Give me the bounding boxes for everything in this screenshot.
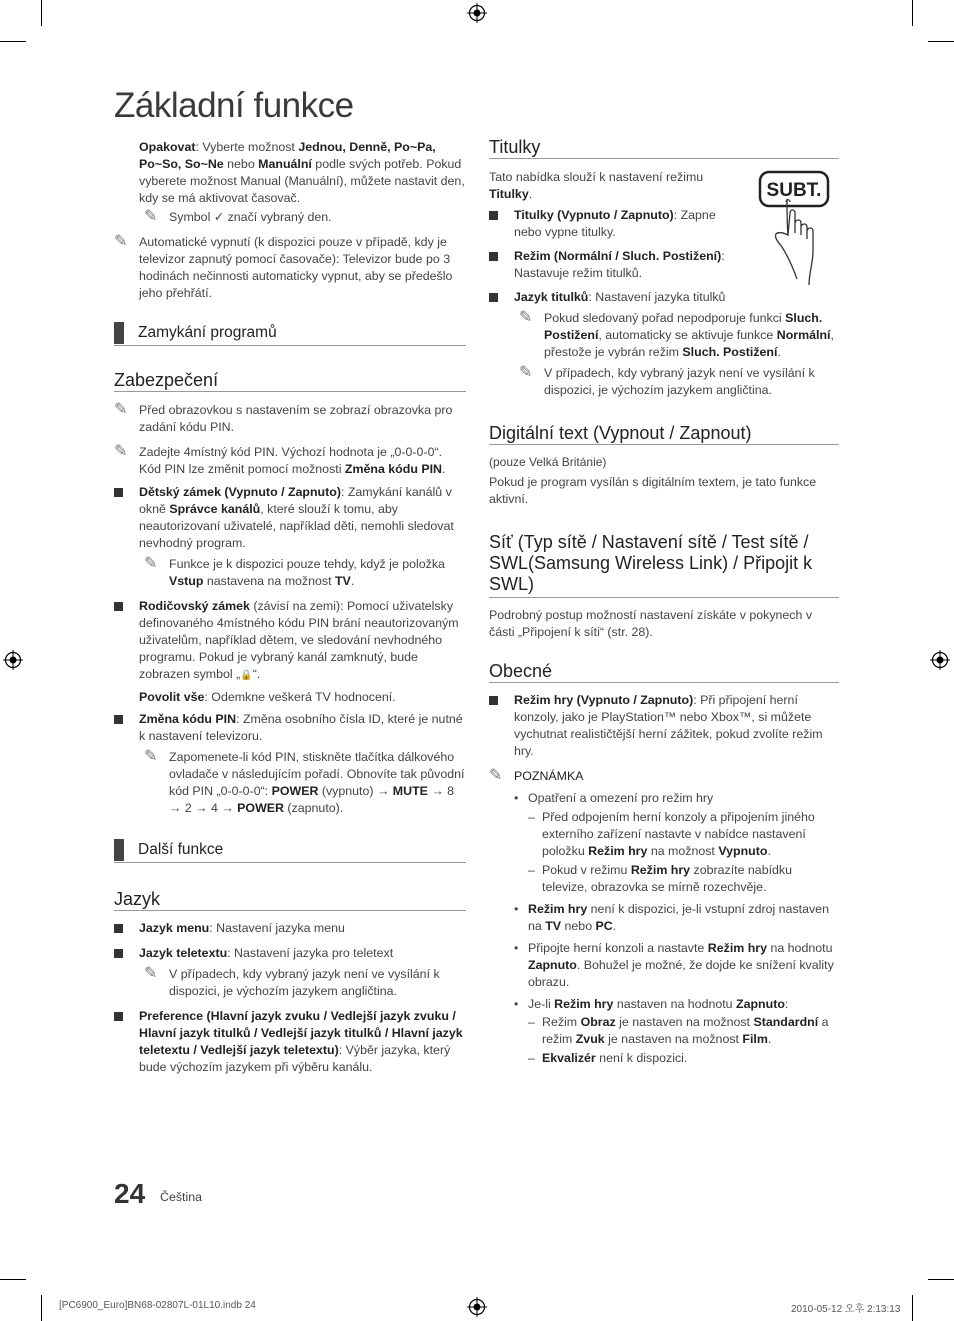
item-subtitles-language: Jazyk titulků: Nastavení jazyka titulků [489, 289, 839, 306]
heading-language: Jazyk [114, 891, 466, 911]
bullet-square-icon [114, 949, 123, 958]
item-parental-lock: Rodičovský zámek (závisí na zemi): Pomocí uživatelsky definovaného 4místného kódu PIN brání neautorizovaným uživatelům, například dětem, ve sledování nevhodného programu. Pokud je vybraný kanál zamknutý, bude zobrazen symbol „🔒“. [114, 598, 466, 684]
bullet-connect-console: • Připojte herní konzoli a nastavte Režim hry na hodnotu Zapnuto. Bohužel je možné, že dojde ke snížení kvality obrazu. [514, 941, 834, 989]
crop-mark [912, 0, 913, 26]
uk-only-note: (pouze Velká Británie) [489, 455, 607, 469]
footer-language: Čeština [160, 1190, 203, 1204]
note-pen-icon: ✎ [144, 208, 158, 225]
digital-text-description: Pokud je program vysílán s digitálním textem, je tato funkce aktivní. [489, 475, 817, 506]
note-hearing-impaired: ✎ Pokud sledovaný pořad nepodporuje funkci Sluch. Postižení, automaticky se aktivuje funkce Normální, přestože je vybrán režim Sluch. Postižení. [519, 309, 834, 359]
bullet-square-icon [114, 1012, 123, 1021]
item-change-pin: Změna kódu PIN: Změna osobního čísla ID, které je nutné k nastavení televizoru. [114, 711, 466, 745]
note-input: ✎ Funkce je k dispozici pouze tehdy, když je položka Vstup nastavena na možnost TV. [144, 555, 445, 588]
subtitles-block [489, 169, 839, 399]
lock-icon: 🔒 [240, 670, 253, 681]
allow-all: Povolit vše: Odemkne veškerá TV hodnocení. [139, 690, 396, 704]
registration-mark-icon [467, 3, 487, 23]
note-pen-icon: ✎ [114, 401, 128, 418]
heading-subtitles: Titulky [489, 139, 839, 159]
bullet-game-mode-unavailable: • Režim hry není k dispozici, je-li vstupní zdroj nastaven na TV nebo PC. [514, 902, 829, 933]
crop-mark [928, 1279, 954, 1280]
bullet-square-icon [489, 252, 498, 261]
note-pen-icon: ✎ [114, 443, 128, 460]
note-pin-screen: ✎ Před obrazovkou s nastavením se zobrazí obrazovka pro zadání kódu PIN. [114, 401, 453, 434]
page-number: 24 [114, 1178, 146, 1209]
note-pin-enter: ✎ Zadejte 4místný kód PIN. Výchozí hodnota je „0-0-0-0“. Kód PIN lze změnit pomocí možnosti Změna kódu PIN. [114, 443, 446, 476]
section-bar-more-functions: Další funkce [114, 839, 466, 863]
item-child-lock: Dětský zámek (Vypnuto / Zapnuto): Zamykání kanálů v okně Správce kanálů, které slouží k tomu, aby neautorizovaní uživatelé, například děti, nemohli sledovat nevhodný program. [114, 484, 466, 552]
registration-mark-icon [467, 1297, 487, 1317]
item-menu-language: Jazyk menu: Nastavení jazyka menu [114, 920, 466, 937]
note-auto-off: ✎ Automatické vypnutí (k dispozici pouze v případě, kdy je televizor zapnutý pomocí časovače): Televizor bude po 3 hodinách nečinnosti automaticky vypnut, aby se předešlo jeho přehřátí. [114, 233, 453, 300]
dash-equalizer: – Ekvalizér není k dispozici. [528, 1051, 688, 1065]
bullet-square-icon [489, 696, 498, 705]
crop-mark [928, 41, 954, 42]
note-label-block: ✎ POZNÁMKA [489, 767, 584, 784]
note-pen-icon: ✎ [144, 555, 158, 572]
item-subtitles-mode: Režim (Normální / Sluch. Postižení): Nastavuje režim titulků. [489, 248, 754, 282]
repeat-paragraph: Opakovat: Vyberte možnost Jednou, Denně, Po~Pa, Po~So, So~Ne nebo Manuální podle svých potřeb. Pokud vyberete možnost Manual (Manuální), můžete nastavit den, kdy se má aktivovat časovač. [139, 140, 465, 205]
note-english-default-subtitles: ✎ V případech, kdy vybraný jazyk není ve vysílání k dispozici, je výchozím jazykem angličtina. [519, 364, 815, 397]
note-pen-icon: ✎ [144, 965, 158, 982]
right-column [489, 139, 839, 1067]
bullet-square-icon [114, 488, 123, 497]
note-symbol: ✎ Symbol ✓ značí vybraný den. [144, 208, 332, 225]
heading-digital-text: Digitální text (Vypnout / Zapnout) [489, 425, 839, 445]
note-english-default: ✎ V případech, kdy vybraný jazyk není ve vysílání k dispozici, je výchozím jazykem angličtina. [144, 965, 440, 998]
bullet-square-icon [114, 602, 123, 611]
bullet-square-icon [489, 211, 498, 220]
crop-mark [0, 1279, 26, 1280]
subt-button-label: SUBT. [766, 180, 822, 201]
heading-network: Síť (Typ sítě / Nastavení sítě / Test sítě / SWL(Samsung Wireless Link) / Připojit k SWL) [489, 532, 839, 598]
dash-disconnect-console: – Před odpojením herní konzoly a připojením jiného externího zařízení nastavte v nabídce nastavení položku Režim hry na možnost Vypnuto. [528, 810, 815, 858]
subt-button-hand-icon [757, 169, 833, 291]
note-forgot-pin: ✎ Zapomenete-li kód PIN, stiskněte tlačítka dálkového ovladače v následujícím pořadí. Obnovíte tak původní kód PIN „0-0-0-0“: POWER (vypnuto) → MUTE → 8 → 2 → 4 → POWER (zapnuto). [144, 748, 465, 815]
print-slug-date: 2010-05-12 오후 2:13:13 [791, 1304, 901, 1315]
note-pen-icon: ✎ [144, 748, 158, 765]
item-subtitles-onoff: Titulky (Vypnuto / Zapnuto): Zapne nebo vypne titulky. [489, 207, 734, 241]
print-slug-file: [PC6900_Euro]BN68-02807L-01L10.indb 24 [59, 1300, 256, 1311]
registration-mark-icon [930, 650, 950, 670]
game-mode-notes [489, 790, 839, 1067]
page-title: Základní funkce [114, 86, 354, 125]
bullet-game-mode-restrictions: • Opatření a omezení pro režim hry [514, 791, 714, 805]
registration-mark-icon [3, 650, 23, 670]
network-description: Podrobný postup možností nastavení získáte v pokynech v části „Připojení k síti“ (str. 28). [489, 608, 813, 639]
dash-picture-sound-mode: – Režim Obraz je nastaven na možnost Standardní a režim Zvuk je nastaven na možnost Film. [528, 1015, 829, 1046]
heading-security: Zabezpečení [114, 372, 466, 392]
crop-mark [912, 1295, 913, 1321]
section-bar-program-lock: Zamykání programů [114, 322, 466, 346]
subtitles-intro: Tato nabídka slouží k nastavení režimu Titulky. [489, 170, 704, 201]
checkmark-icon: ✓ [213, 210, 225, 224]
heading-general: Obecné [489, 663, 839, 683]
crop-mark [41, 0, 42, 26]
crop-mark [0, 41, 26, 42]
item-game-mode: Režim hry (Vypnuto / Zapnuto): Při připojení herní konzoly, jako je PlayStation™ nebo Xbox™, si můžete vychutnat realističtější herní zážitek, pokud zvolíte režim hry. [489, 692, 839, 760]
note-pen-icon: ✎ [519, 364, 533, 381]
crop-mark [41, 1295, 42, 1321]
bullet-game-mode-on: • Je-li Režim hry nastaven na hodnotu Zapnuto: [514, 997, 789, 1011]
note-pen-icon: ✎ [114, 233, 128, 250]
bullet-square-icon [114, 715, 123, 724]
note-pen-icon: ✎ [519, 309, 533, 326]
note-pen-icon: ✎ [489, 767, 503, 784]
left-column [114, 139, 466, 1076]
item-teletext-language: Jazyk teletextu: Nastavení jazyka pro teletext [114, 945, 466, 962]
bullet-square-icon [114, 924, 123, 933]
item-preference: Preference (Hlavní jazyk zvuku / Vedlejší jazyk zvuku / Hlavní jazyk titulků / Vedlejší jazyk titulků / Hlavní jazyk teletextu / Vedlejší jazyk teletextu): Výběr jazyka, který bude výchozím jazykem při výběru kanálu. [114, 1008, 466, 1076]
dash-screen-shake: – Pokud v režimu Režim hry zobrazíte nabídku televize, obrazovka se mírně rozechvěje. [528, 863, 793, 894]
bullet-square-icon [489, 293, 498, 302]
